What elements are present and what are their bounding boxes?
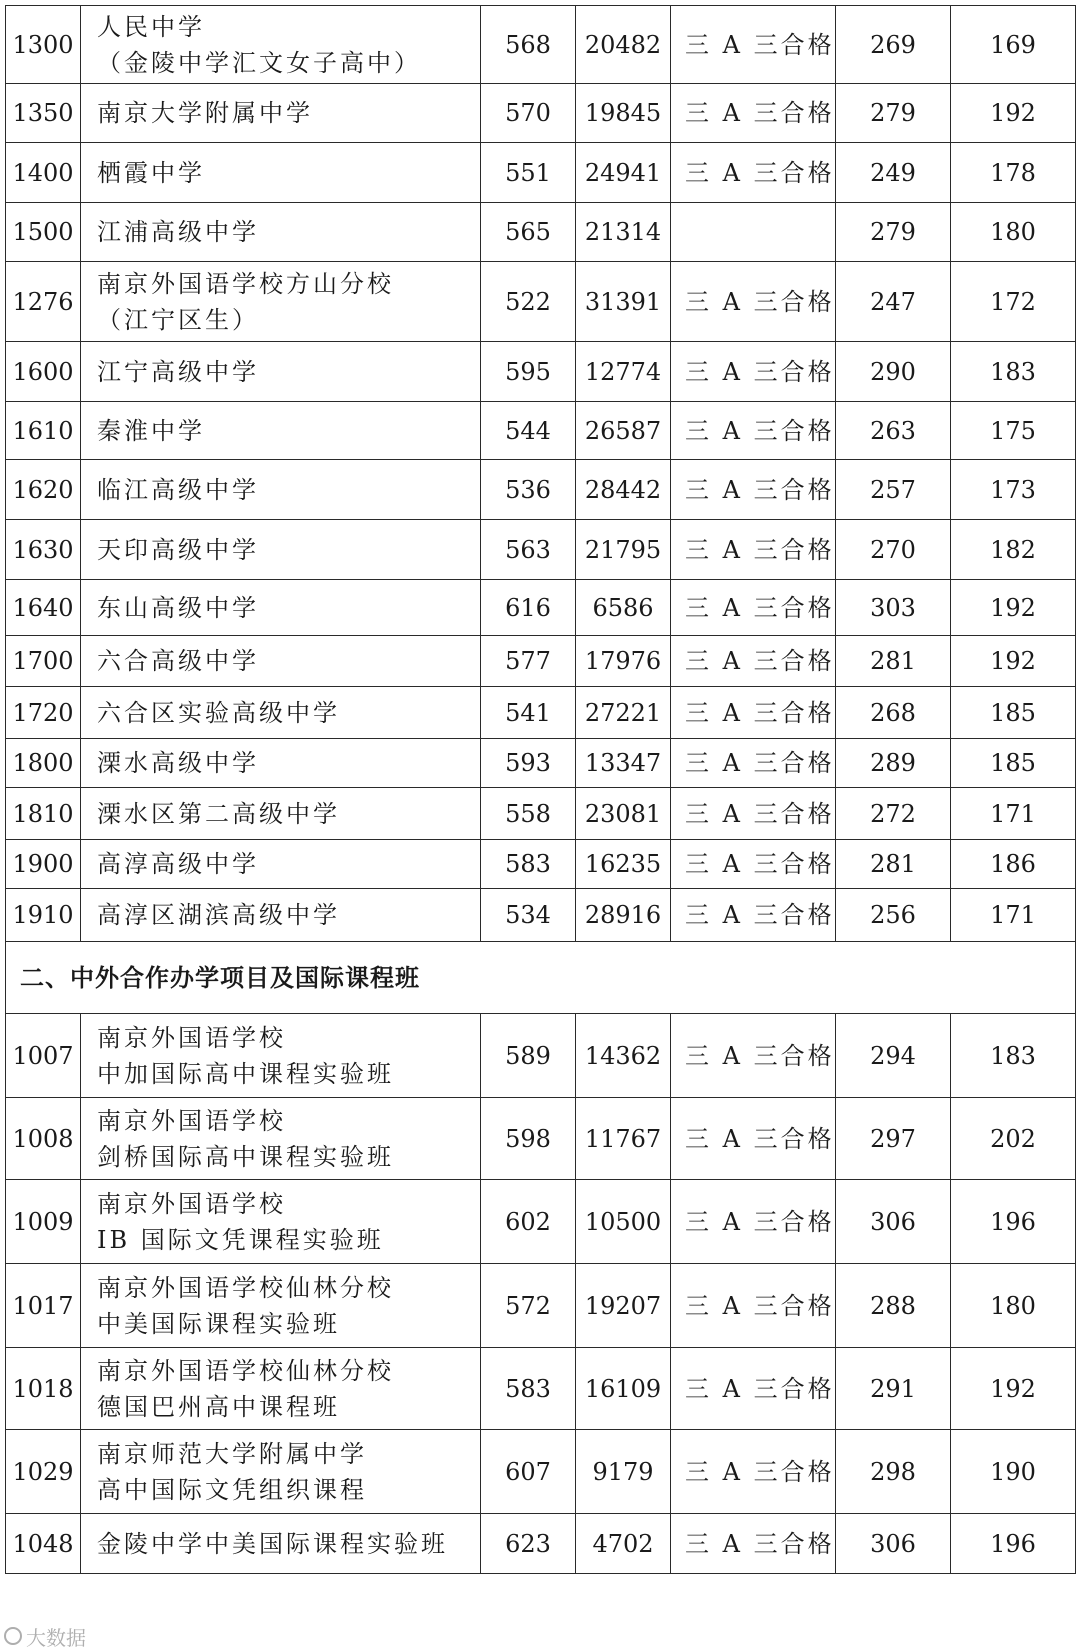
school-name-cell	[81, 1014, 481, 1098]
school-name-cell	[81, 203, 481, 262]
subscore-cell: 192	[951, 580, 1076, 636]
rank-cell: 6586	[576, 580, 671, 636]
school-name-line: 中加国际高中课程实验班	[97, 1059, 394, 1088]
table-row	[6, 6, 1076, 84]
rank-cell: 12774	[576, 342, 671, 402]
rank-cell: 21314	[576, 203, 671, 262]
table-row	[6, 1098, 1076, 1180]
requirement-cell: 三 A 三合格	[671, 580, 836, 636]
subscore-cell: 178	[951, 143, 1076, 203]
table-row	[6, 788, 1076, 840]
score-cell: 570	[481, 84, 576, 143]
school-name-line: 高淳区湖滨高级中学	[97, 901, 340, 929]
requirement-cell: 三 A 三合格	[671, 889, 836, 942]
requirement-cell: 三 A 三合格	[671, 342, 836, 402]
subscore-cell: 306	[836, 1180, 951, 1264]
school-name-cell	[81, 580, 481, 636]
school-name-line: 中美国际课程实验班	[97, 1309, 340, 1338]
section-header-row	[6, 942, 1076, 1014]
school-code-cell: 1008	[6, 1098, 81, 1180]
requirement-cell: 三 A 三合格	[671, 788, 836, 840]
subscore-cell: 268	[836, 687, 951, 739]
subscore-cell: 185	[951, 739, 1076, 788]
school-code-cell: 1900	[6, 840, 81, 889]
subscore-cell: 249	[836, 143, 951, 203]
score-cell: 534	[481, 889, 576, 942]
school-name-line: 溧水区第二高级中学	[97, 799, 340, 828]
score-cell: 623	[481, 1514, 576, 1574]
watermark-logo-icon	[4, 1627, 22, 1645]
school-code-cell: 1610	[6, 402, 81, 460]
school-name-cell	[81, 402, 481, 460]
section-title: 二、中外合作办学项目及国际课程班	[6, 942, 1076, 1014]
school-name-line: 南京师范大学附属中学	[97, 1439, 367, 1468]
requirement-cell: 三 A 三合格	[671, 84, 836, 143]
subscore-cell: 171	[951, 889, 1076, 942]
school-code-cell: 1720	[6, 687, 81, 739]
school-name-cell	[81, 788, 481, 840]
subscore-cell: 279	[836, 203, 951, 262]
rank-cell: 11767	[576, 1098, 671, 1180]
school-code-cell: 1810	[6, 788, 81, 840]
subscore-cell: 269	[836, 6, 951, 84]
subscore-cell: 289	[836, 739, 951, 788]
table-row	[6, 739, 1076, 788]
subscore-cell: 190	[951, 1430, 1076, 1514]
score-cell: 572	[481, 1264, 576, 1348]
school-name-cell	[81, 1430, 481, 1514]
score-cell: 595	[481, 342, 576, 402]
requirement-cell: 三 A 三合格	[671, 262, 836, 342]
table-row	[6, 460, 1076, 520]
requirement-cell	[671, 203, 836, 262]
rank-cell: 19845	[576, 84, 671, 143]
score-cell: 522	[481, 262, 576, 342]
score-cell: 589	[481, 1014, 576, 1098]
subscore-cell: 183	[951, 342, 1076, 402]
school-name-cell	[81, 1180, 481, 1264]
subscore-cell: 297	[836, 1098, 951, 1180]
subscore-cell: 272	[836, 788, 951, 840]
school-name-cell	[81, 889, 481, 942]
table-row	[6, 889, 1076, 942]
score-cell: 544	[481, 402, 576, 460]
subscore-cell: 279	[836, 84, 951, 143]
school-name-cell	[81, 687, 481, 739]
school-name-line: 江宁高级中学	[97, 357, 259, 386]
rank-cell: 10500	[576, 1180, 671, 1264]
subscore-cell: 180	[951, 203, 1076, 262]
school-code-cell: 1276	[6, 262, 81, 342]
school-name-line: 南京外国语学校	[97, 1189, 286, 1218]
rank-cell: 23081	[576, 788, 671, 840]
school-code-cell: 1400	[6, 143, 81, 203]
score-cell: 598	[481, 1098, 576, 1180]
rank-cell: 21795	[576, 520, 671, 580]
score-cell: 568	[481, 6, 576, 84]
subscore-cell: 288	[836, 1264, 951, 1348]
rank-cell: 28916	[576, 889, 671, 942]
subscore-cell: 173	[951, 460, 1076, 520]
subscore-cell: 263	[836, 402, 951, 460]
score-cell: 616	[481, 580, 576, 636]
school-name-cell	[81, 636, 481, 687]
school-name-line: 南京外国语学校仙林分校	[97, 1273, 394, 1302]
requirement-cell: 三 A 三合格	[671, 143, 836, 203]
requirement-cell: 三 A 三合格	[671, 460, 836, 520]
subscore-cell: 290	[836, 342, 951, 402]
school-name-cell	[81, 143, 481, 203]
subscore-cell: 169	[951, 6, 1076, 84]
rank-cell: 20482	[576, 6, 671, 84]
requirement-cell: 三 A 三合格	[671, 520, 836, 580]
school-name-line: （江宁区生）	[97, 305, 259, 334]
school-name-line: 人民中学	[97, 12, 205, 41]
table-row	[6, 580, 1076, 636]
subscore-cell: 171	[951, 788, 1076, 840]
rank-cell: 26587	[576, 402, 671, 460]
subscore-cell: 303	[836, 580, 951, 636]
school-name-line: 天印高级中学	[97, 535, 259, 564]
subscore-cell: 291	[836, 1348, 951, 1430]
subscore-cell: 202	[951, 1098, 1076, 1180]
table-row	[6, 1514, 1076, 1574]
score-cell: 536	[481, 460, 576, 520]
subscore-cell: 257	[836, 460, 951, 520]
school-name-cell	[81, 520, 481, 580]
school-name-line: 剑桥国际高中课程实验班	[97, 1142, 394, 1171]
rank-cell: 17976	[576, 636, 671, 687]
school-name-cell	[81, 460, 481, 520]
subscore-cell: 192	[951, 636, 1076, 687]
school-name-cell	[81, 739, 481, 788]
table-row	[6, 402, 1076, 460]
subscore-cell: 183	[951, 1014, 1076, 1098]
table-row	[6, 262, 1076, 342]
requirement-cell: 三 A 三合格	[671, 1264, 836, 1348]
school-name-line: 溧水高级中学	[97, 749, 259, 777]
subscore-cell: 192	[951, 1348, 1076, 1430]
school-name-cell	[81, 1514, 481, 1574]
score-cell: 563	[481, 520, 576, 580]
requirement-cell: 三 A 三合格	[671, 1430, 836, 1514]
subscore-cell: 196	[951, 1514, 1076, 1574]
requirement-cell: 三 A 三合格	[671, 1180, 836, 1264]
subscore-cell: 281	[836, 636, 951, 687]
school-name-line: 高中国际文凭组织课程	[97, 1475, 367, 1504]
school-name-line: 东山高级中学	[97, 593, 259, 622]
school-code-cell: 1007	[6, 1014, 81, 1098]
rank-cell: 28442	[576, 460, 671, 520]
rank-cell: 31391	[576, 262, 671, 342]
requirement-cell: 三 A 三合格	[671, 840, 836, 889]
score-cell: 602	[481, 1180, 576, 1264]
table-section	[6, 942, 1076, 1014]
rank-cell: 24941	[576, 143, 671, 203]
school-name-line: 秦淮中学	[97, 416, 205, 445]
table-row	[6, 1180, 1076, 1264]
admission-score-table	[5, 5, 1076, 1574]
watermark	[0, 1622, 120, 1650]
table-row	[6, 840, 1076, 889]
requirement-cell: 三 A 三合格	[671, 1014, 836, 1098]
rank-cell: 27221	[576, 687, 671, 739]
subscore-cell: 186	[951, 840, 1076, 889]
table-row	[6, 143, 1076, 203]
score-cell: 583	[481, 840, 576, 889]
school-code-cell: 1640	[6, 580, 81, 636]
school-name-line: 临江高级中学	[97, 475, 259, 504]
subscore-cell: 196	[951, 1180, 1076, 1264]
school-code-cell: 1500	[6, 203, 81, 262]
school-code-cell: 1350	[6, 84, 81, 143]
table-row	[6, 342, 1076, 402]
rank-cell: 16235	[576, 840, 671, 889]
school-name-line: 德国巴州高中课程班	[97, 1392, 340, 1421]
requirement-cell: 三 A 三合格	[671, 739, 836, 788]
school-name-line: 高淳高级中学	[97, 850, 259, 878]
school-name-line: 南京大学附属中学	[97, 99, 313, 127]
subscore-cell: 175	[951, 402, 1076, 460]
subscore-cell: 180	[951, 1264, 1076, 1348]
school-name-line: 六合区实验高级中学	[97, 698, 340, 727]
school-name-line: 金陵中学中美国际课程实验班	[97, 1529, 448, 1558]
rank-cell: 14362	[576, 1014, 671, 1098]
school-name-line: 南京外国语学校方山分校	[97, 269, 394, 298]
school-code-cell: 1018	[6, 1348, 81, 1430]
school-name-cell	[81, 262, 481, 342]
school-name-cell	[81, 1264, 481, 1348]
rank-cell: 4702	[576, 1514, 671, 1574]
table-body-international-programs	[6, 1014, 1076, 1574]
watermark-text: 大数据	[26, 1625, 86, 1650]
score-cell: 565	[481, 203, 576, 262]
school-name-line: IB 国际文凭课程实验班	[97, 1225, 384, 1254]
school-name-line: （金陵中学汇文女子高中）	[97, 48, 421, 77]
subscore-cell: 185	[951, 687, 1076, 739]
rank-cell: 19207	[576, 1264, 671, 1348]
school-name-line: 南京外国语学校仙林分校	[97, 1356, 394, 1385]
table-row	[6, 1014, 1076, 1098]
school-name-line: 栖霞中学	[97, 158, 205, 187]
school-code-cell: 1048	[6, 1514, 81, 1574]
school-name-cell	[81, 1348, 481, 1430]
subscore-cell: 182	[951, 520, 1076, 580]
subscore-cell: 298	[836, 1430, 951, 1514]
requirement-cell: 三 A 三合格	[671, 636, 836, 687]
subscore-cell: 247	[836, 262, 951, 342]
table-body-public-schools	[6, 6, 1076, 942]
table-row	[6, 84, 1076, 143]
school-name-cell	[81, 84, 481, 143]
score-cell: 551	[481, 143, 576, 203]
requirement-cell: 三 A 三合格	[671, 402, 836, 460]
score-cell: 593	[481, 739, 576, 788]
school-name-line: 江浦高级中学	[97, 218, 259, 246]
school-name-cell	[81, 6, 481, 84]
score-cell: 607	[481, 1430, 576, 1514]
subscore-cell: 192	[951, 84, 1076, 143]
school-code-cell: 1700	[6, 636, 81, 687]
table-row	[6, 636, 1076, 687]
rank-cell: 13347	[576, 739, 671, 788]
school-name-cell	[81, 342, 481, 402]
school-code-cell: 1800	[6, 739, 81, 788]
school-code-cell: 1017	[6, 1264, 81, 1348]
school-code-cell: 1600	[6, 342, 81, 402]
school-code-cell: 1029	[6, 1430, 81, 1514]
school-code-cell: 1910	[6, 889, 81, 942]
requirement-cell: 三 A 三合格	[671, 1514, 836, 1574]
school-name-cell	[81, 1098, 481, 1180]
school-code-cell: 1620	[6, 460, 81, 520]
school-name-line: 南京外国语学校	[97, 1106, 286, 1135]
score-cell: 541	[481, 687, 576, 739]
school-code-cell: 1009	[6, 1180, 81, 1264]
table-row	[6, 520, 1076, 580]
subscore-cell: 256	[836, 889, 951, 942]
school-code-cell: 1630	[6, 520, 81, 580]
requirement-cell: 三 A 三合格	[671, 1348, 836, 1430]
school-name-line: 六合高级中学	[97, 647, 259, 675]
requirement-cell: 三 A 三合格	[671, 687, 836, 739]
school-name-line: 南京外国语学校	[97, 1023, 286, 1052]
subscore-cell: 172	[951, 262, 1076, 342]
subscore-cell: 281	[836, 840, 951, 889]
table-row	[6, 687, 1076, 739]
requirement-cell: 三 A 三合格	[671, 1098, 836, 1180]
score-cell: 577	[481, 636, 576, 687]
score-cell: 558	[481, 788, 576, 840]
table-row	[6, 1430, 1076, 1514]
subscore-cell: 270	[836, 520, 951, 580]
table-row	[6, 1264, 1076, 1348]
table-row	[6, 203, 1076, 262]
school-name-cell	[81, 840, 481, 889]
rank-cell: 16109	[576, 1348, 671, 1430]
table-row	[6, 1348, 1076, 1430]
requirement-cell: 三 A 三合格	[671, 6, 836, 84]
subscore-cell: 294	[836, 1014, 951, 1098]
subscore-cell: 306	[836, 1514, 951, 1574]
rank-cell: 9179	[576, 1430, 671, 1514]
school-code-cell: 1300	[6, 6, 81, 84]
score-cell: 583	[481, 1348, 576, 1430]
